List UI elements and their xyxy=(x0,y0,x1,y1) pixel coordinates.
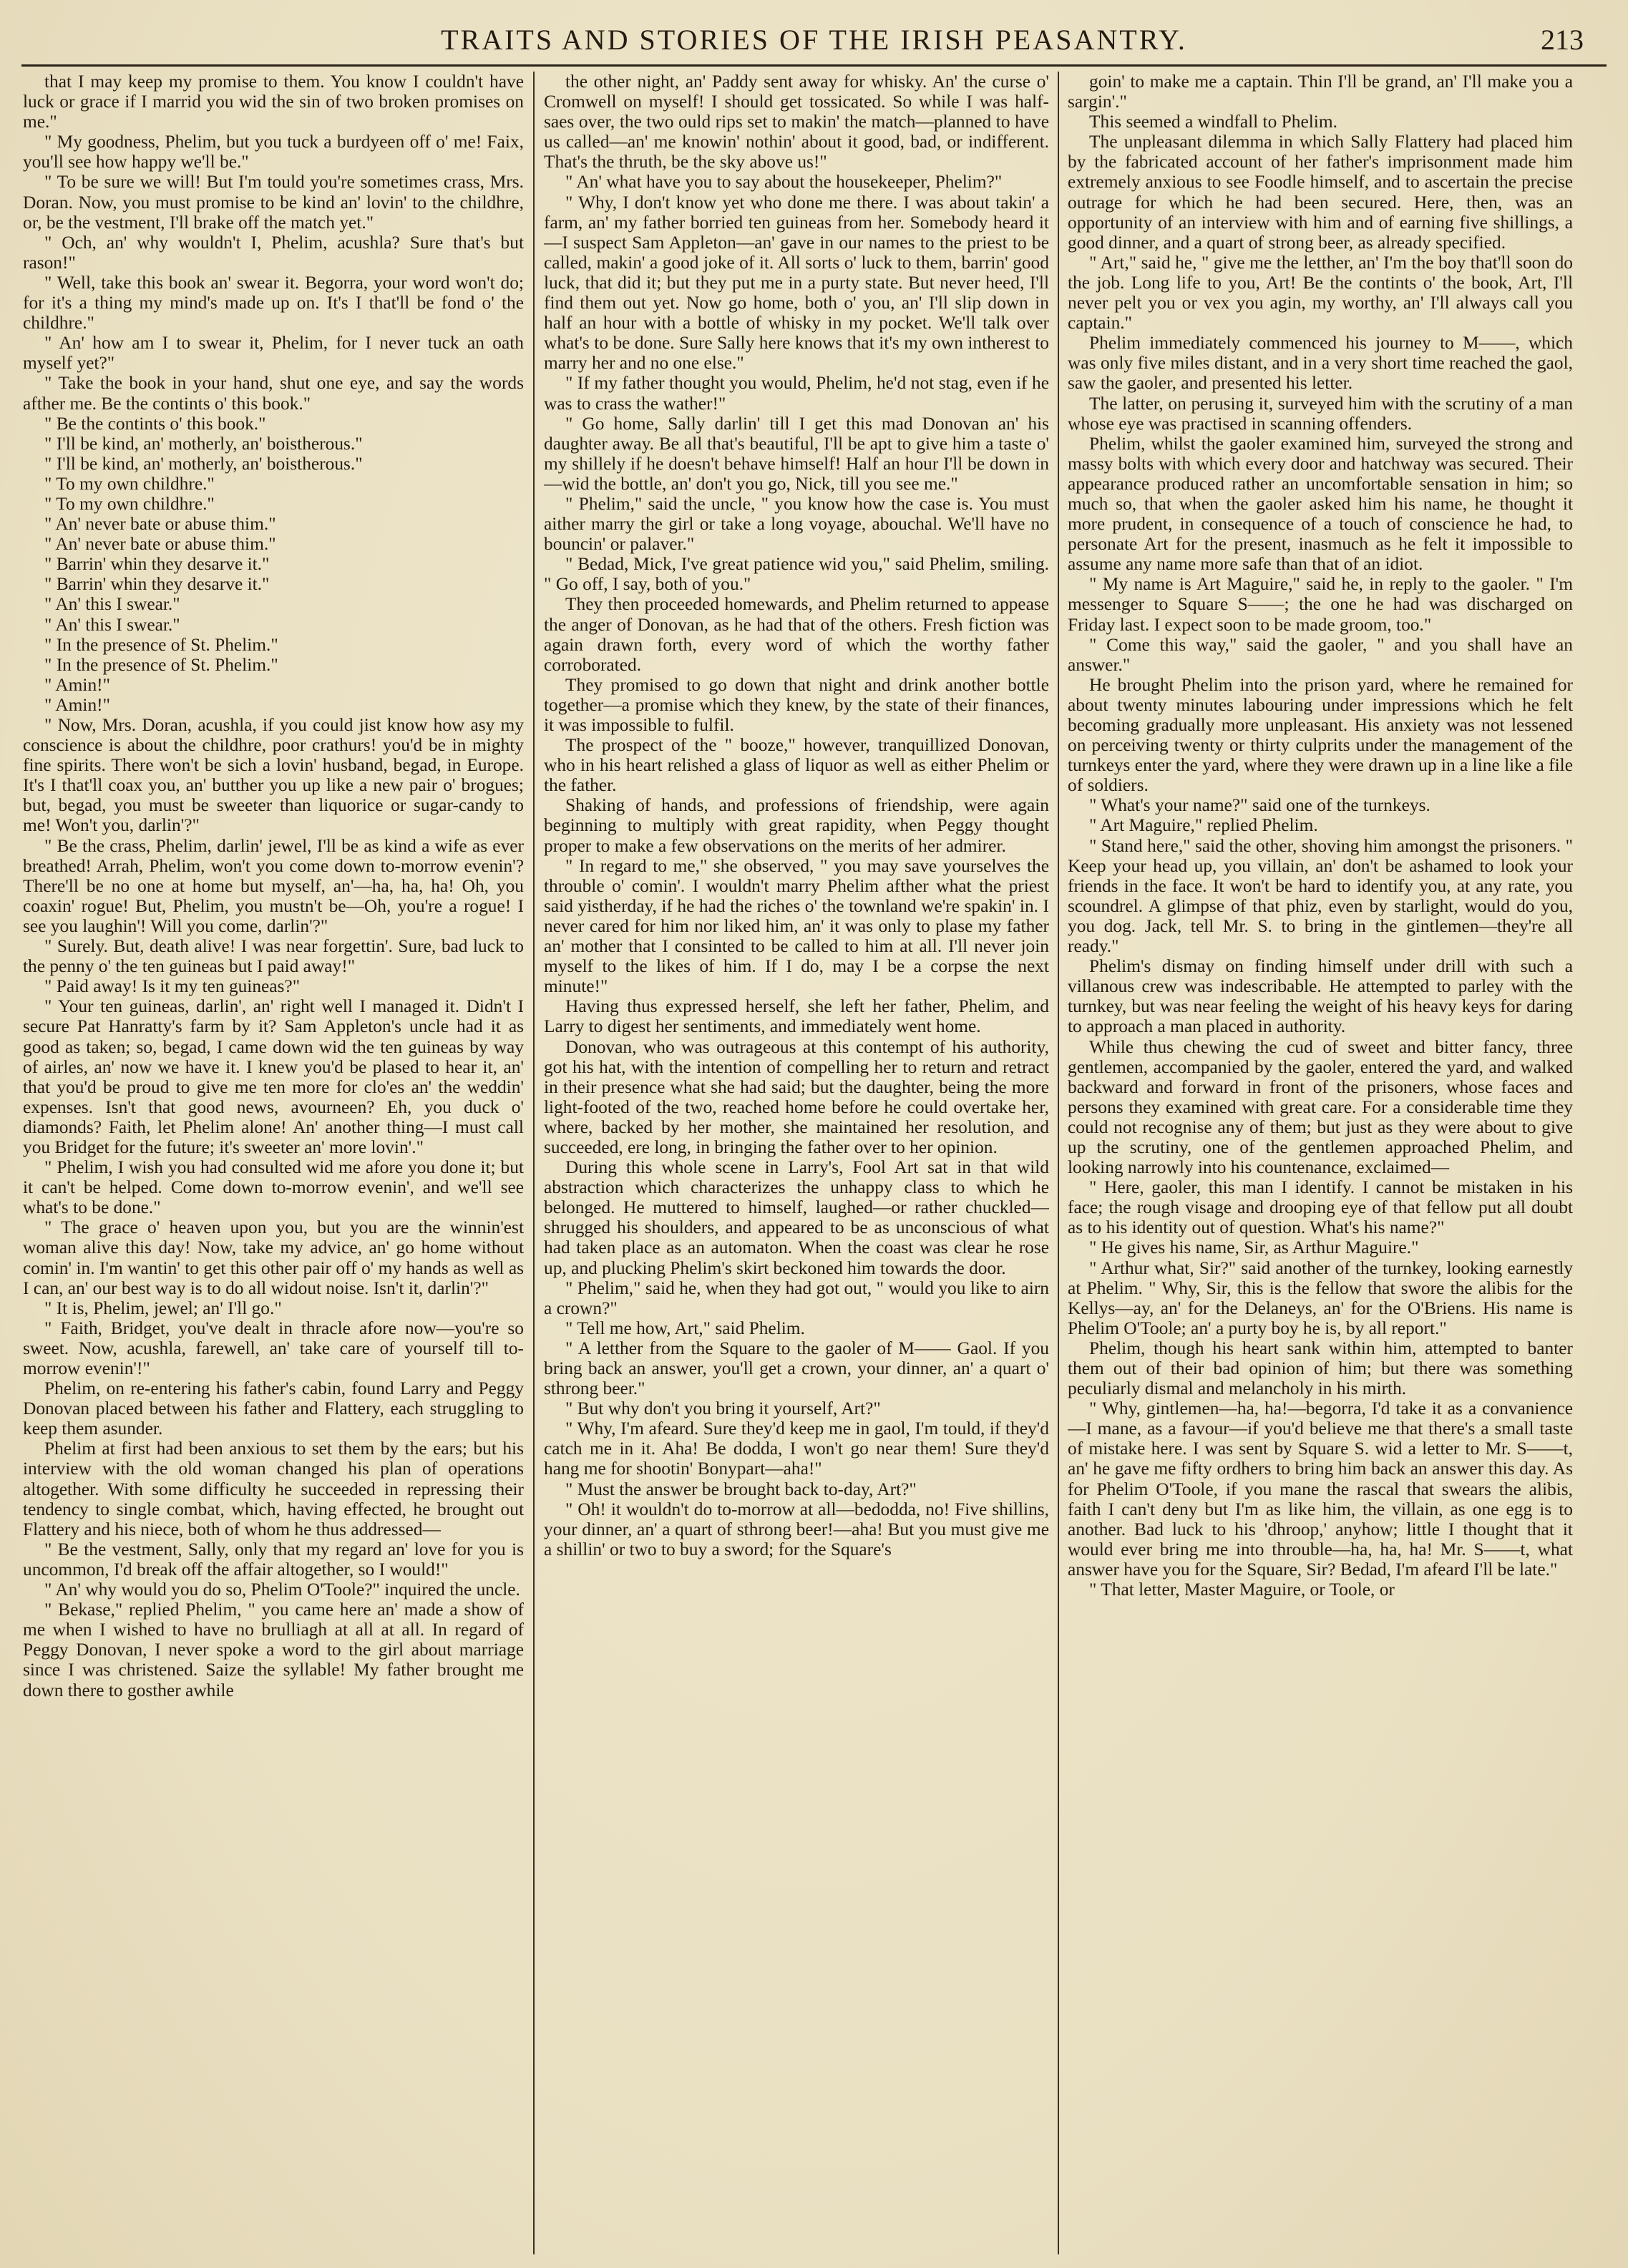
paragraph: " Why, gintlemen—ha, ha!—begorra, I'd take it as a convanience—I mane, as a favour—if you'd believe me that there's a small taste of mistake here. I was sent by Square S. wid a letter to Mr. S——t, an' he gave me fifty ordhers to bring him back an answer this day. As for Phelim O'Toole, if you mane the rascal that swears the alibis, faith I can't deny but I'm as like him, the villain, as one egg is to another. Bad luck to his 'dhroop,' anyhow; little I thought that it would ever bring me into throuble—ha, ha, ha! Mr. S——t, what answer have you for the Square, Sir? Bedad, I'm afeard I'll be late." xyxy=(1068,1398,1573,1580)
paragraph: " Be the contints o' this book." xyxy=(44,413,266,434)
paragraph: " Och, an' why wouldn't I, Phelim, acushla? Sure that's but rason!" xyxy=(23,232,524,273)
paragraph: " Why, I don't know yet who done me there. I was about takin' a farm, an' my father borried ten guineas from her. Somebody heard it—I suspect Sam Appleton—an' gave in our names to the priest to be called, makin' a good joke of it. All sorts o' luck to them, barrin' good luck, that did it; but they put me in a purty state. But never heed, I'll find them out yet. Now go home, both o' you, an' I'll slip down in half an hour with a bottle of whisky in my pocket. We'll talk over what's to be done. Sure Sally here knows that it's my own intherest to marry her and no one else." xyxy=(544,192,1049,374)
header-rule xyxy=(21,64,1607,67)
paragraph: Phelim, though his heart sank within him, attempted to banter them out of their bad opinion of him; but there was something peculiarly dismal and melancholy in his mirth. xyxy=(1068,1338,1573,1399)
text-column-2 xyxy=(544,72,1049,2254)
paragraph: This seemed a windfall to Phelim. xyxy=(1089,112,1337,132)
paragraph: " Come this way," said the gaoler, " and you shall have an answer." xyxy=(1068,634,1573,675)
paragraph: " In the presence of St. Phelim." xyxy=(44,654,278,675)
paragraph: The unpleasant dilemma in which Sally Flattery had placed him by the fabricated account of her father's imprisonment made him extremely anxious to see Foodle himself, and to ascertain the precise outrage for which he had been secured. Here, then, was an opportunity of an interview with him and of earning five shillings, a good dinner, and a quart of strong beer, as already specified. xyxy=(1068,132,1573,253)
paragraph: " Here, gaoler, this man I identify. I cannot be mistaken in his face; the rough visage and drooping eye of that fellow put all doubt as to his identity out of question. What's his name?" xyxy=(1068,1177,1573,1238)
paragraph: " Bedad, Mick, I've great patience wid you," said Phelim, smiling. " Go off, I say, both of you." xyxy=(544,554,1049,595)
paragraph: " My goodness, Phelim, but you tuck a burdyeen off o' me! Faix, you'll see how happy we'll be." xyxy=(23,132,524,172)
paragraph: The prospect of the " booze," however, tranquillized Donovan, who in his heart relished a glass of liquor as well as either Phelim or the father. xyxy=(544,735,1049,796)
paragraph: " Now, Mrs. Doran, acushla, if you could jist know how asy my conscience is about the childhre, poor crathurs! you'd be in mighty fine spirits. There won't be sich a lovin' husband, begad, in Europe. It's I that'll coax you, an' butther you up like a new pair o' brogues; but, begad, you must be sweeter than liquorice or sugar-candy to me! Won't you, darlin'?" xyxy=(23,715,524,836)
paragraph: the other night, an' Paddy sent away for whisky. An' the curse o' Cromwell on myself! I should get tossicated. So while I was half-saes over, the two ould rips set to makin' the match—planned to have us called—an' me knowin' nothin' about it good, bad, or indifferent. That's the thruth, be the sky above us!" xyxy=(544,72,1049,172)
paragraph: " In the presence of St. Phelim." xyxy=(44,634,278,655)
paragraph: " An' this I swear." xyxy=(44,614,180,635)
paragraph: Phelim, whilst the gaoler examined him, surveyed the strong and massy bolts with which every door and hatchway was secured. Their appearance produced rather an uncomfortable sensation in him; so much so, that when the gaoler asked him his name, he thought it more prudent, in consequence of a touch of conscience he had, to personate Art for the present, inasmuch as he felt it impossible to assume any name more safe than that of an idiot. xyxy=(1068,433,1573,575)
paragraph: The latter, on perusing it, surveyed him with the scrutiny of a man whose eye was practised in scanning offenders. xyxy=(1068,393,1573,434)
paragraph: " An' never bate or abuse thim." xyxy=(44,514,276,535)
paragraph: " To my own childhre." xyxy=(44,473,215,494)
paragraph: that I may keep my promise to them. You know I couldn't have luck or grace if I marrid you wid the sin of two broken promises on me." xyxy=(23,72,524,132)
paragraph: " Go home, Sally darlin' till I get this mad Donovan an' his daughter away. Be all that's beautiful, I'll be apt to give him a taste o' my shillely if he doesn't behave himself! Half an hour I'll be down in—wid the bottle, an' don't you go, Nick, till you see me." xyxy=(544,413,1049,494)
paragraph: " An' how am I to swear it, Phelim, for I never tuck an oath myself yet?" xyxy=(23,333,524,374)
paragraph: " An' why would you do so, Phelim O'Toole?" inquired the uncle. xyxy=(44,1580,520,1600)
paragraph: Having thus expressed herself, she left her father, Phelim, and Larry to digest her sentiments, and immediately went home. xyxy=(544,996,1049,1037)
paragraph: " Surely. But, death alive! I was near forgettin'. Sure, bad luck to the penny o' the ten guineas but I paid away!" xyxy=(23,936,524,977)
paragraph: " Take the book in your hand, shut one eye, and say the words afther me. Be the contints o' this book." xyxy=(23,373,524,414)
paragraph: Phelim immediately commenced his journey to M——, which was only five miles distant, and in a very short time reached the gaol, saw the gaoler, and presented his letter. xyxy=(1068,333,1573,394)
paragraph: " Arthur what, Sir?" said another of the turnkey, looking earnestly at Phelim. " Why, Sir, this is the fellow that swore the alibis for the Kellys—ay, an' for the Delaneys, an' for the O'Briens. His name is Phelim O'Toole; an' a purty boy he is, by all report." xyxy=(1068,1257,1573,1338)
text-column-3 xyxy=(1068,72,1573,2254)
paragraph: Shaking of hands, and professions of friendship, were again beginning to multiply with great rapidity, when Peggy thought proper to make a few observations on the merits of her admirer. xyxy=(544,795,1049,856)
column-rule xyxy=(1058,72,1059,2254)
paragraph: " Art Maguire," replied Phelim. xyxy=(1089,815,1318,836)
paragraph: " That letter, Master Maguire, or Toole, or xyxy=(1089,1580,1395,1600)
paragraph: " A letther from the Square to the gaoler of M—— Gaol. If you bring back an answer, you'll get a crown, your dinner, an' a quart o' sthrong beer." xyxy=(544,1338,1049,1399)
page-title: TRAITS AND STORIES OF THE IRISH PEASANTRY. xyxy=(441,24,1187,56)
paragraph: " Your ten guineas, darlin', an' right well I managed it. Didn't I secure Pat Hanratty's farm by it? Sam Appleton's uncle had it as good as taken; so, begad, I came down wid the ten guineas by way of airles, an' now we have it. I knew you'd be plased to hear it, an' that you'd be proud to give me ten more for clo'es an' the weddin' expenses. Isn't that good news, avourneen? Eh, you duck o' diamonds? Faith, let Phelim alone! An' another thing—I must call you Bridget for the future; it's sweeter an' more lovin'." xyxy=(23,996,524,1157)
paragraph: Donovan, who was outrageous at this contempt of his authority, got his hat, with the intention of compelling her to return and retract in their presence what she had said; but the daughter, being the more light-footed of the two, reached home before he could overtake her, where, backed by her mother, she maintained her resolution, and succeeded, ere long, in bringing the father over to her opinion. xyxy=(544,1036,1049,1157)
paragraph: " The grace o' heaven upon you, but you are the winnin'est woman alive this day! Now, take my advice, an' go home without comin' in. I'm wantin' to get this other pair off o' my hands as well as I can, an' our best way is to do all widout noise. Isn't it, darlin'?" xyxy=(23,1217,524,1298)
paragraph: " Well, take this book an' swear it. Begorra, your word won't do; for it's a thing my mind's made up on. It's I that'll be fond o' the childhre." xyxy=(23,272,524,334)
paragraph: They then proceeded homewards, and Phelim returned to appease the anger of Donovan, as he had that of the others. Fresh fiction was again drawn forth, every word of which the worthy father corroborated. xyxy=(544,594,1049,675)
paragraph: " In regard to me," she observed, " you may save yourselves the throuble o' comin'. I wouldn't marry Phelim afther what the priest said yistherday, if he had the riches o' the townland we're spakin' in. I never cared for him nor liked him, an' it was only to plase my father an' mother that I consinted to be called to him at all. I'll never join myself to the likes of him. If I do, may I be a corpse the next minute!" xyxy=(544,855,1049,997)
paragraph: " Must the answer be brought back to-day, Art?" xyxy=(565,1479,917,1499)
paragraph: While thus chewing the cud of sweet and bitter fancy, three gentlemen, accompanied by the gaoler, entered the yard, and walked backward and forward in front of the prisoners, whose faces and persons they examined with great care. For a considerable time they could not recognise any of them; but just as they were about to give up the scrutiny, one of the gentlemen approached Phelim, and looking narrowly into his countenance, exclaimed— xyxy=(1068,1036,1573,1178)
paragraph: " Paid away! Is it my ten guineas?" xyxy=(44,976,301,997)
page-number: 213 xyxy=(1541,24,1584,56)
paragraph: During this whole scene in Larry's, Fool Art sat in that wild abstraction which characterizes the unhappy class to which he belonged. He muttered to himself, laughed—or rather chuckled—shrugged his shoulders, and appeared to be as unconscious of what had taken place as an automaton. When the coast was clear he rose up, and plucking Phelim's skirt beckoned him towards the door. xyxy=(544,1157,1049,1278)
paragraph: " Stand here," said the other, shoving him amongst the prisoners. " Keep your head up, you villain, an' don't be ashamed to look your friends in the face. It won't be hard to identify you, at any rate, you scoundrel. A glimpse of that phiz, even by starlight, would do you, you dog. Jack, tell Mr. S. to bring in the gintlemen—they're all ready." xyxy=(1068,835,1573,957)
paragraph: " Phelim," said he, when they had got out, " would you like to airn a crown?" xyxy=(544,1277,1049,1318)
paragraph: " What's your name?" said one of the turnkeys. xyxy=(1089,795,1430,816)
paragraph: " To my own childhre." xyxy=(44,493,215,514)
paragraph: " Be the crass, Phelim, darlin' jewel, I'll be as kind a wife as ever breathed! Arrah, Phelim, won't you come down to-morrow evenin'? There'll be no one at home but myself, an'—ha, ha, ha! Oh, you coaxin' rogue! But, Phelim, you mustn't be—Oh, you're a rogue! I see you laughin'! Will you come, darlin'?" xyxy=(23,835,524,936)
paragraph: " Why, I'm afeard. Sure they'd keep me in gaol, I'm tould, if they'd catch me in it. Aha! Be dodda, I won't go near them! Sure they'd hang me for shootin' Bonypart—aha!" xyxy=(544,1418,1049,1479)
paragraph: " An' never bate or abuse thim." xyxy=(44,534,276,555)
paragraph: " An' what have you to say about the housekeeper, Phelim?" xyxy=(565,172,1003,193)
paragraph: " He gives his name, Sir, as Arthur Maguire." xyxy=(1089,1237,1419,1258)
paragraph: " Faith, Bridget, you've dealt in thracle afore now—you're so sweet. Now, acushla, farewell, an' take care of yourself till to-morrow evenin'!" xyxy=(23,1318,524,1378)
paragraph: " Phelim, I wish you had consulted wid me afore you done it; but it can't be helped. Come down to-morrow evenin', and we'll see what's to be done." xyxy=(23,1157,524,1218)
paragraph: " Amin!" xyxy=(44,694,110,715)
paragraph: " Barrin' whin they desarve it." xyxy=(44,554,270,575)
paragraph: goin' to make me a captain. Thin I'll be grand, an' I'll make you a sargin'." xyxy=(1068,72,1573,112)
paragraph: " Tell me how, Art," said Phelim. xyxy=(565,1318,805,1338)
paragraph: " If my father thought you would, Phelim, he'd not stag, even if he was to crass the wather!" xyxy=(544,373,1049,414)
paragraph: " To be sure we will! But I'm tould you're sometimes crass, Mrs. Doran. Now, you must promise to be kind an' lovin' to the childhre, or, be the vestment, I'll brake off the match yet." xyxy=(23,172,524,233)
column-rule xyxy=(533,72,535,2254)
paragraph: They promised to go down that night and drink another bottle together—a promise which they knew, by the state of their finances, it was impossible to fulfil. xyxy=(544,674,1049,735)
paragraph: " I'll be kind, an' motherly, an' boistherous." xyxy=(44,433,363,454)
paragraph: " My name is Art Maguire," said he, in reply to the gaoler. " I'm messenger to Square S——; the one he had was discharged on Friday last. I expect soon to be made groom, too." xyxy=(1068,574,1573,635)
paragraph: He brought Phelim into the prison yard, where he remained for about twenty minutes labouring under impressions which he felt becoming gradually more unpleasant. His anxiety was not lessened on perceiving twenty or thirty culprits under the management of the turnkeys enter the yard, where they were drawn up in a line like a file of soldiers. xyxy=(1068,674,1573,796)
paragraph: " Be the vestment, Sally, only that my regard an' love for you is uncommon, I'd break off the affair altogether, so I would!" xyxy=(23,1539,524,1580)
paragraph: " Barrin' whin they desarve it." xyxy=(44,574,270,595)
paragraph: " Amin!" xyxy=(44,674,110,695)
paragraph: Phelim, on re-entering his father's cabin, found Larry and Peggy Donovan placed between his father and Flattery, each struggling to keep them asunder. xyxy=(23,1378,524,1439)
paragraph: " Phelim," said the uncle, " you know how the case is. You must aither marry the girl or take a long voyage, abouchal. We'll have no bouncin' or palaver." xyxy=(544,493,1049,555)
paragraph: Phelim at first had been anxious to set them by the ears; but his interview with the old woman changed his plan of operations altogether. With some difficulty he succeeded in repressing their tendency to single combat, which, having effected, he brought out Flattery and his niece, both of whom he thus addressed— xyxy=(23,1439,524,1539)
paragraph: " Art," said he, " give me the letther, an' I'm the boy that'll soon do the job. Long life to you, Art! Be the contints o' the book, Art, I'll never pelt you or vex you agin, my worthy, an' I'll always call you captain." xyxy=(1068,252,1573,334)
paragraph: " But why don't you bring it yourself, Art?" xyxy=(565,1398,881,1419)
text-column-1 xyxy=(23,72,524,2254)
paragraph: " An' this I swear." xyxy=(44,594,180,615)
paragraph: Phelim's dismay on finding himself under drill with such a villanous crew was indescribable. He attempted to parley with the turnkey, but was near feeling the weight of his heavy keys for daring to approach a man placed in authority. xyxy=(1068,956,1573,1037)
paragraph: " I'll be kind, an' motherly, an' boistherous." xyxy=(44,453,363,474)
running-head xyxy=(21,13,1607,62)
paragraph: " Bekase," replied Phelim, " you came here an' made a show of me when I wished to have no brulliagh at all at all. In regard of Peggy Donovan, I never spoke a word to the girl about marriage since I was christened. Saize the syllable! My father brought me down there to gosther awhile xyxy=(23,1600,524,1700)
paragraph: " Oh! it wouldn't do to-morrow at all—bedodda, no! Five shillins, your dinner, an' a quart of sthrong beer!—aha! But you must give me a shillin' or two to buy a sword; for the Square's xyxy=(544,1499,1049,1559)
paragraph: " It is, Phelim, jewel; an' I'll go." xyxy=(44,1298,282,1318)
